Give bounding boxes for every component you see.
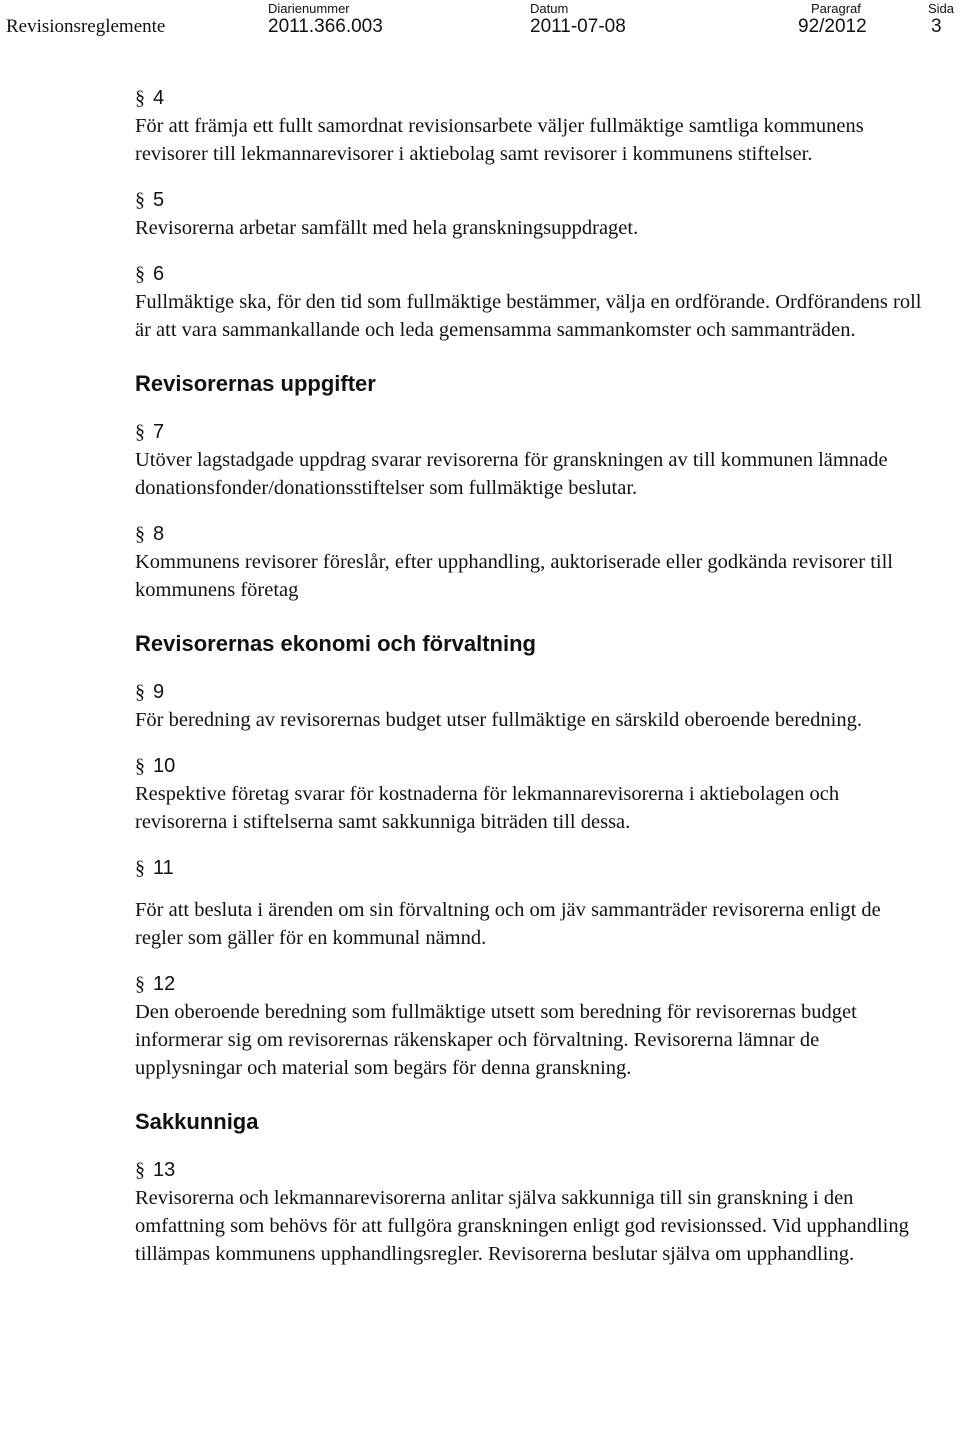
diarienummer-value: 2011.366.003 [268, 16, 383, 37]
paragraph-11 [135, 854, 925, 952]
paragraph-number-value: 6 [153, 263, 165, 285]
paragraph-number-value: 10 [153, 755, 176, 777]
section-sign: § [135, 681, 145, 703]
paragraph-text: Fullmäktige ska, för den tid som fullmäktige bestämmer, välja en ordförande. Ordförandens roll är att vara sammankallande och leda gemensamma sammankomster och sammanträden. [135, 291, 922, 341]
paragraph-text: För att besluta i ärenden om sin förvaltning och om jäv sammanträder revisorerna enligt de regler som gäller för en kommunal nämnd. [135, 899, 881, 949]
datum-value: 2011-07-08 [530, 16, 626, 37]
paragraph-number [135, 520, 925, 548]
paragraph-number-value: 4 [153, 87, 165, 109]
paragraph-4 [135, 84, 925, 168]
paragraph-text: Revisorerna och lekmannarevisorerna anlitar själva sakkunniga till sin granskning i den omfattning som behövs för att fullgöra granskningen enligt god revisionssed. Vid upphandling tillämpas kommunens upphandlingsregler. Revisorerna beslutar själva om upphandling. [135, 1187, 909, 1265]
page-header [0, 0, 960, 46]
paragraph-number-value: 12 [153, 973, 176, 995]
paragraph-number-value: 11 [153, 857, 174, 879]
paragraph-text: Kommunens revisorer föreslår, efter upphandling, auktoriserade eller godkända revisorer till kommunens företag [135, 551, 893, 601]
heading-sakkunniga: Sakkunniga [135, 1109, 259, 1134]
paragraph-number [135, 1156, 925, 1184]
paragraph-number-value: 8 [153, 523, 165, 545]
sida-value: 3 [931, 16, 942, 37]
diarienummer-label: Diarienummer [268, 1, 350, 16]
paragraph-number [135, 84, 925, 112]
paragraph-text: För beredning av revisorernas budget utser fullmäktige en särskild oberoende beredning. [135, 709, 862, 731]
paragraph-8 [135, 520, 925, 604]
paragraph-text: För att främja ett fullt samordnat revisionsarbete väljer fullmäktige samtliga kommunens revisorer till lekmannarevisorer i aktiebolag samt revisorer i kommunens stiftelser. [135, 115, 864, 165]
section-sign: § [135, 523, 145, 545]
spacer [135, 882, 925, 896]
datum-label: Datum [530, 1, 569, 16]
sida-label: Sida [928, 1, 955, 16]
paragraf-label: Paragraf [811, 1, 861, 16]
paragraph-6 [135, 260, 925, 344]
paragraph-number [135, 418, 925, 446]
paragraph-number [135, 260, 925, 288]
heading-revisorernas-ekonomi: Revisorernas ekonomi och förvaltning [135, 631, 536, 656]
section-sign: § [135, 263, 145, 285]
paragraph-number-value: 5 [153, 189, 165, 211]
paragraph-7 [135, 418, 925, 502]
section-sign: § [135, 87, 145, 109]
paragraph-text: Den oberoende beredning som fullmäktige utsett som beredning för revisorernas budget informerar sig om revisorernas räkenskaper och förvaltning. Revisorerna lämnar de upplysningar och material som begärs för denna granskning. [135, 1001, 857, 1079]
paragraph-number [135, 678, 925, 706]
paragraph-number-value: 13 [153, 1159, 176, 1181]
paragraph-number-value: 7 [153, 421, 165, 443]
paragraph-number [135, 752, 925, 780]
section-sign: § [135, 421, 145, 443]
paragraph-number [135, 970, 925, 998]
paragraph-text: Revisorerna arbetar samfällt med hela granskningsuppdraget. [135, 217, 639, 239]
paragraph-text: Respektive företag svarar för kostnaderna för lekmannarevisorerna i aktiebolagen och revisorerna i stiftelserna samt sakkunniga biträden till dessa. [135, 783, 840, 833]
section-sign: § [135, 857, 145, 879]
paragraph-5 [135, 186, 925, 242]
paragraph-number [135, 854, 925, 882]
paragraph-10 [135, 752, 925, 836]
section-sign: § [135, 189, 145, 211]
paragraph-13 [135, 1156, 925, 1268]
paragraph-number [135, 186, 925, 214]
heading-revisorernas-uppgifter: Revisorernas uppgifter [135, 371, 376, 396]
section-sign: § [135, 1159, 145, 1181]
paragraph-text: Utöver lagstadgade uppdrag svarar revisorerna för granskningen av till kommunen lämnade donationsfonder/donationsstiftelser som fullmäktige beslutar. [135, 449, 888, 499]
section-sign: § [135, 973, 145, 995]
document-title: Revisionsreglemente [6, 16, 166, 37]
paragraph-12 [135, 970, 925, 1082]
document-body [135, 84, 925, 1286]
paragraph-9 [135, 678, 925, 734]
paragraf-value: 92/2012 [798, 16, 867, 37]
section-sign: § [135, 755, 145, 777]
paragraph-number-value: 9 [153, 681, 165, 703]
